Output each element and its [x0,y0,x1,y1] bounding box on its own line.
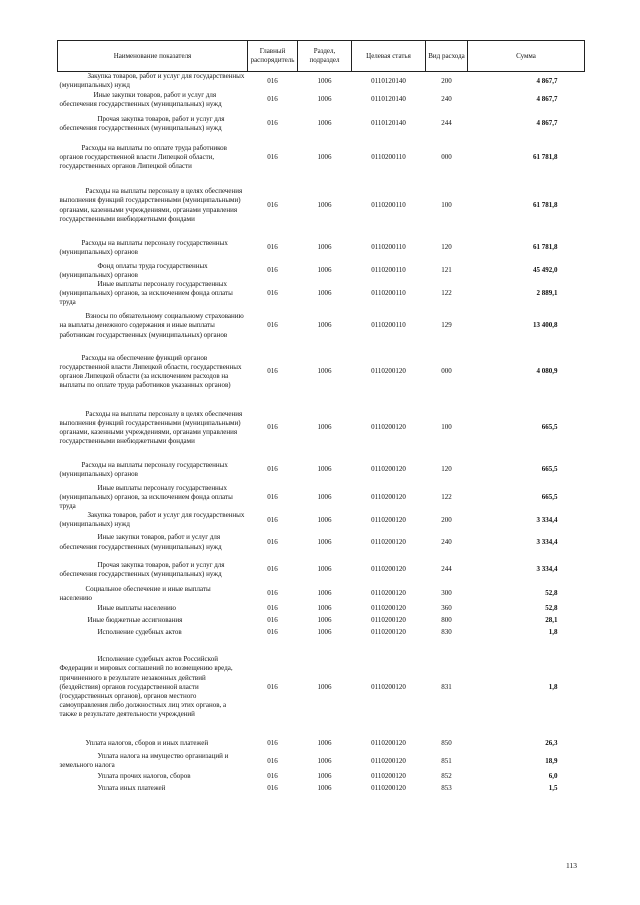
expense-type-cell: 200 [441,515,452,524]
chief-manager-cell: 016 [267,515,278,524]
table-row [58,556,585,585]
chief-manager-cell: 016 [267,616,278,625]
chief-manager-cell: 016 [267,367,278,376]
section-cell: 1006 [317,628,332,637]
sum-cell: 1,8 [548,682,558,691]
chief-manager-cell: 016 [267,95,278,104]
target-article-cell: 0110200120 [371,492,406,501]
expense-type-cell: 850 [441,739,452,748]
budget-table [57,40,585,794]
section-cell: 1006 [317,616,332,625]
name-cell: Закупка товаров, работ и услуг для государственных (муниципальных) нужд [59,72,245,90]
sum-cell: 4 867,7 [536,95,558,104]
chief-manager-cell: 016 [267,76,278,85]
table-row [58,627,585,639]
name-cell: Расходы на выплаты персоналу государственных (муниципальных) органов [59,238,228,256]
table-row [58,457,585,484]
sum-cell: 52,8 [545,589,558,598]
table-row [58,511,585,529]
name-cell: Иные бюджетные ассигнования [87,616,183,625]
name-cell: Прочая закупка товаров, работ и услуг для обеспечения государственных (муниципальных) нужд [59,560,225,579]
target-article-cell: 0110200120 [371,515,406,524]
sum-cell: 28,1 [545,616,558,625]
expense-type-cell: 852 [441,771,452,780]
section-cell: 1006 [317,367,332,376]
section-cell: 1006 [317,589,332,598]
sum-cell: 4 080,9 [536,367,558,376]
name-cell: Расходы на выплаты персоналу государственных (муниципальных) органов [59,460,228,479]
expense-type-cell: 122 [441,289,452,298]
target-article-cell: 0110120140 [371,95,406,104]
chief-manager-cell: 016 [267,423,278,432]
sum-cell: 665,5 [541,423,558,432]
name-cell: Расходы на выплаты персоналу в целях обеспечения выполнения функций государственными (муниципальными) органами, казенными учреждениями, органами управления государственными внебюджетными фондами [59,409,243,446]
sum-cell: 18,9 [545,756,558,765]
expense-type-cell: 830 [441,628,452,637]
target-article-cell: 0110200120 [371,465,406,474]
table-row [58,752,585,770]
table-row [58,603,585,615]
target-article-cell: 0110200120 [371,783,406,792]
name-cell: Уплата иных платежей [97,783,166,792]
sum-cell: 665,5 [541,492,558,501]
chief-manager-cell: 016 [267,321,278,330]
name-cell: Социальное обеспечение и иные выплаты населению [59,584,211,602]
name-cell: Расходы на выплаты по оплате труда работников органов государственной власти Липецкой области, государственных органов Липецкой области [59,143,227,171]
target-article-cell: 0110120140 [371,76,406,85]
chief-manager-cell: 016 [267,537,278,546]
table-row [58,110,585,139]
expense-type-cell: 000 [441,152,452,161]
section-cell: 1006 [317,321,332,330]
name-cell: Прочая закупка товаров, работ и услуг для обеспечения государственных (муниципальных) нужд [59,114,225,132]
target-article-cell: 0110200120 [371,628,406,637]
name-cell: Иные закупки товаров, работ и услуг для обеспечения государственных (муниципальных) нужд [59,90,222,108]
chief-manager-cell: 016 [267,465,278,474]
name-cell: Закупка товаров, работ и услуг для государственных (муниципальных) нужд [59,511,245,529]
table-row [58,235,585,262]
section-cell: 1006 [317,152,332,161]
name-cell: Исполнение судебных актов [97,628,182,637]
sum-cell: 13 400,8 [533,321,558,330]
expense-type-cell: 240 [441,95,452,104]
section-cell: 1006 [317,76,332,85]
table-row [58,345,585,400]
table-row [58,177,585,235]
expense-type-cell: 129 [441,321,452,330]
section-cell: 1006 [317,119,332,128]
table-row [58,308,585,345]
section-cell: 1006 [317,423,332,432]
chief-manager-cell: 016 [267,783,278,792]
name-cell: Фонд оплаты труда государственных (муниципальных) органов [59,261,208,279]
expense-type-cell: 100 [441,200,452,209]
section-cell: 1006 [317,515,332,524]
sum-cell: 1,5 [548,783,558,792]
sum-cell: 3 334,4 [536,565,558,574]
name-cell: Расходы на выплаты персоналу в целях обеспечения выполнения функций государственными (муниципальными) органами, казенными учреждениями, органами управления государственными внебюджетными фондами [59,187,243,223]
table-row [58,585,585,603]
target-article-cell: 0110200110 [371,243,406,252]
sum-cell: 52,8 [545,604,558,613]
target-article-cell: 0110200110 [371,266,406,275]
section-cell: 1006 [317,243,332,252]
expense-type-cell: 244 [441,565,452,574]
name-cell: Исполнение судебных актов Российской Федерации и мировых соглашений по возмещению вреда, причиненного в результате незаконных действий (бездействия) органов государственной власти (государственных органов), органов местного самоуправления либо должностных лиц этих органов, а также в результате деятельности учреждений [59,655,233,719]
chief-manager-cell: 016 [267,152,278,161]
expense-type-cell: 120 [441,465,452,474]
chief-manager-cell: 016 [267,243,278,252]
header-target-article: Целевая статья [352,41,426,72]
sum-cell: 26,3 [545,739,558,748]
section-cell: 1006 [317,537,332,546]
target-article-cell: 0110200120 [371,565,406,574]
section-cell: 1006 [317,266,332,275]
section-cell: 1006 [317,604,332,613]
section-cell: 1006 [317,682,332,691]
target-article-cell: 0110200120 [371,616,406,625]
chief-manager-cell: 016 [267,119,278,128]
name-cell: Уплата налога на имущество организаций и земельного налога [59,751,229,770]
expense-type-cell: 120 [441,243,452,252]
sum-cell: 4 867,7 [536,119,558,128]
sum-cell: 6,0 [548,771,558,780]
table-row [58,736,585,752]
expense-type-cell: 800 [441,616,452,625]
target-article-cell: 0110200120 [371,537,406,546]
target-article-cell: 0110200120 [371,367,406,376]
table-row [58,280,585,308]
expense-type-cell: 831 [441,682,452,691]
name-cell: Иные закупки товаров, работ и услуг для обеспечения государственных (муниципальных) нужд [59,533,222,551]
chief-manager-cell: 016 [267,200,278,209]
sum-cell: 4 867,7 [536,76,558,85]
section-cell: 1006 [317,771,332,780]
target-article-cell: 0110200120 [371,682,406,691]
sum-cell: 61 781,8 [533,243,558,252]
table-body [58,72,585,795]
section-cell: 1006 [317,756,332,765]
target-article-cell: 0110200120 [371,423,406,432]
name-cell: Иные выплаты населению [97,604,177,613]
sum-cell: 2 889,1 [536,289,558,298]
expense-type-cell: 122 [441,492,452,501]
section-cell: 1006 [317,492,332,501]
header-sum: Сумма [468,41,585,72]
table-row [58,484,585,512]
expense-type-cell: 360 [441,604,452,613]
table-row [58,615,585,627]
table-row [58,262,585,280]
section-cell: 1006 [317,200,332,209]
section-cell: 1006 [317,465,332,474]
target-article-cell: 0110200110 [371,200,406,209]
expense-type-cell: 851 [441,756,452,765]
name-cell: Уплата налогов, сборов и иных платежей [85,739,209,748]
header-section: Раздел, подраздел [298,41,352,72]
section-cell: 1006 [317,739,332,748]
target-article-cell: 0110120140 [371,119,406,128]
target-article-cell: 0110200120 [371,771,406,780]
expense-type-cell: 000 [441,367,452,376]
section-cell: 1006 [317,565,332,574]
sum-cell: 61 781,8 [533,152,558,161]
expense-type-cell: 300 [441,589,452,598]
target-article-cell: 0110200120 [371,589,406,598]
expense-type-cell: 240 [441,537,452,546]
table-row [58,530,585,556]
chief-manager-cell: 016 [267,739,278,748]
table-row [58,91,585,110]
chief-manager-cell: 016 [267,266,278,275]
expense-type-cell: 853 [441,783,452,792]
expense-type-cell: 121 [441,266,452,275]
sum-cell: 3 334,4 [536,537,558,546]
table-row [58,639,585,736]
target-article-cell: 0110200110 [371,321,406,330]
expense-type-cell: 244 [441,119,452,128]
chief-manager-cell: 016 [267,565,278,574]
table-row [58,782,585,794]
table-row [58,400,585,457]
chief-manager-cell: 016 [267,756,278,765]
table-row [58,72,585,91]
chief-manager-cell: 016 [267,589,278,598]
sum-cell: 61 781,8 [533,200,558,209]
chief-manager-cell: 016 [267,682,278,691]
name-cell: Иные выплаты персоналу государственных (муниципальных) органов, за исключением фонда оплаты труда [59,279,233,307]
target-article-cell: 0110200110 [371,152,406,161]
sum-cell: 665,5 [541,465,558,474]
name-cell: Расходы на обеспечение функций органов государственной власти Липецкой области, государственных органов Липецкой области (за исключением расходов на выплаты по оплате труда работников указанных органов) [59,353,242,390]
name-cell: Уплата прочих налогов, сборов [97,771,191,780]
target-article-cell: 0110200120 [371,739,406,748]
section-cell: 1006 [317,783,332,792]
table-row [58,139,585,177]
chief-manager-cell: 016 [267,492,278,501]
chief-manager-cell: 016 [267,604,278,613]
table-row [58,770,585,782]
section-cell: 1006 [317,289,332,298]
name-cell: Взносы по обязательному социальному страхованию на выплаты денежного содержания и иные выплаты работникам государственных (муниципальных) органов [59,312,244,339]
target-article-cell: 0110200120 [371,604,406,613]
table-header-row [58,41,585,72]
chief-manager-cell: 016 [267,289,278,298]
header-name: Наименование показателя [58,41,248,72]
name-cell: Иные выплаты персоналу государственных (муниципальных) органов, за исключением фонда оплаты труда [59,483,233,510]
page-number: 113 [566,861,577,870]
section-cell: 1006 [317,95,332,104]
target-article-cell: 0110200110 [371,289,406,298]
sum-cell: 1,8 [548,628,558,637]
sum-cell: 45 492,0 [533,266,558,275]
expense-type-cell: 200 [441,76,452,85]
target-article-cell: 0110200120 [371,756,406,765]
sum-cell: 3 334,4 [536,515,558,524]
chief-manager-cell: 016 [267,628,278,637]
chief-manager-cell: 016 [267,771,278,780]
header-chief-manager: Главный распорядитель [248,41,298,72]
expense-type-cell: 100 [441,423,452,432]
header-expense-type: Вид расхода [426,41,468,72]
